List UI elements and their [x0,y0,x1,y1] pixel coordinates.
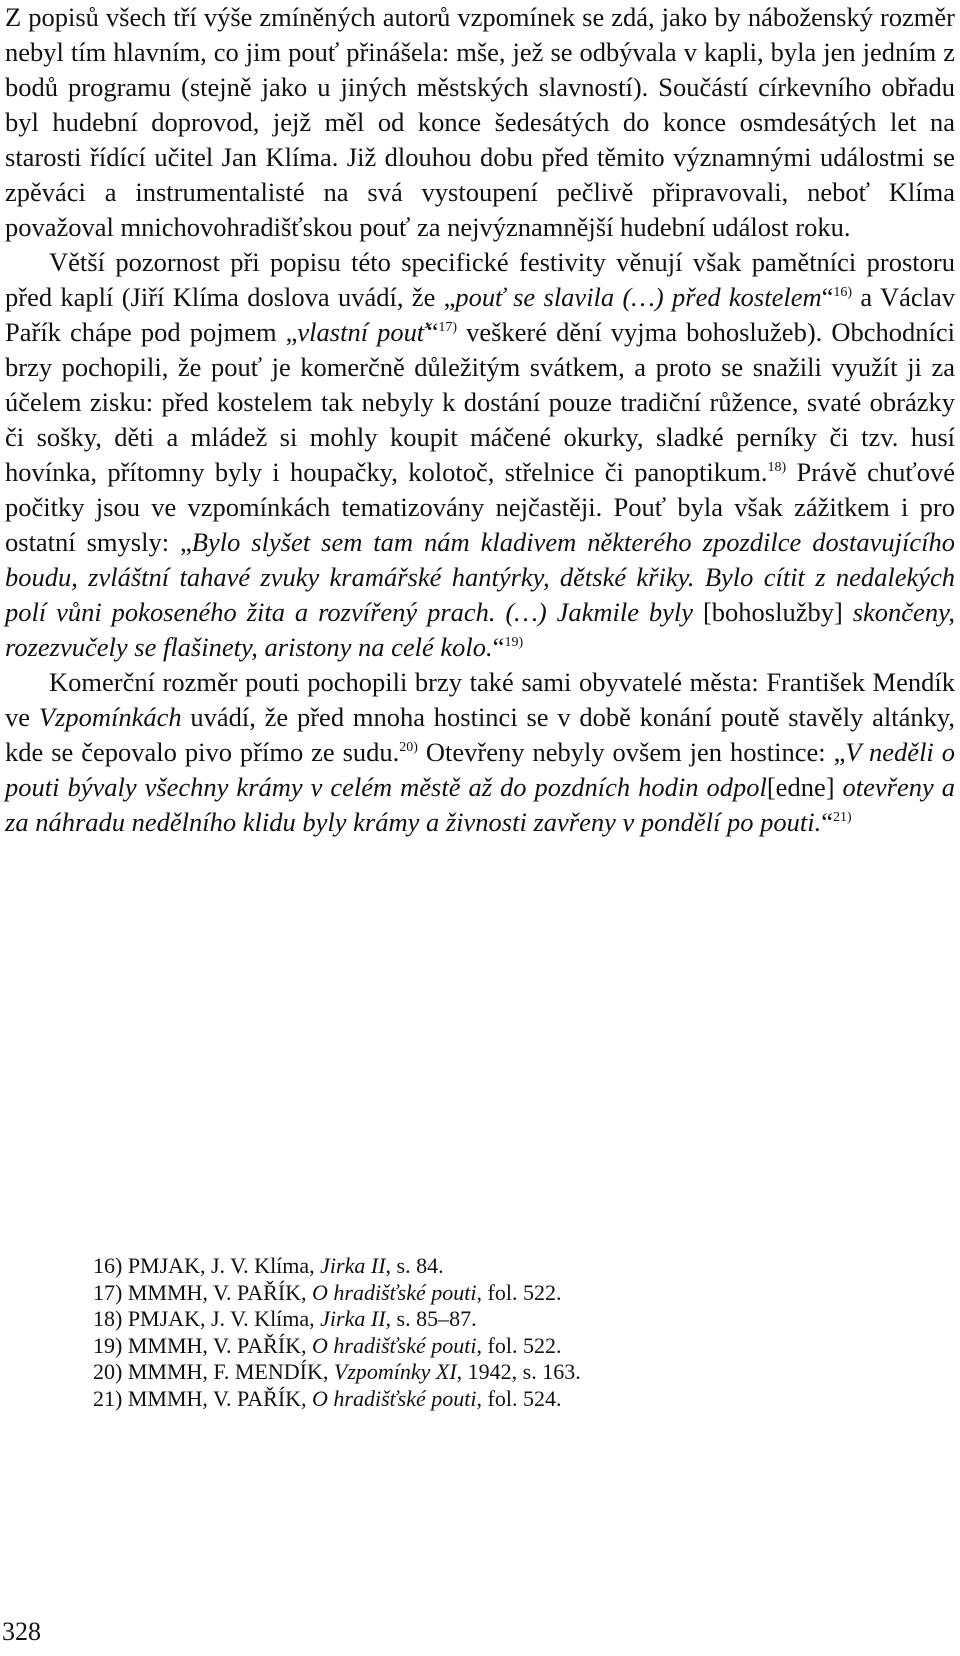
paragraph-text: [edne] [766,772,843,802]
paragraph-text: Větší pozornost při popisu této specifické festivity věnují však pamětníci prostoru před kaplí (Jiří Klíma doslova uvádí, že „ [5,247,955,312]
footnote-text: 19) MMMH, V. PAŘÍK, [93,1332,313,1358]
paragraph-italic: Vzpomínkách [38,702,182,732]
paragraph-text: veškeré dění vyjma bohoslužeb). Obchodníci brzy pochopili, že pouť je komerčně důležitým svátkem, a proto se snažili využít ji za účelem zisku: před kostelem tak nebyly k dostání pouze tradiční růžence, svaté obrázky či sošky, děti a mládež si mohly koupit máčené okurky, sladké perníky či tzv. husí hovínka, přítomny byly i houpačky, kolotoč, střelnice či panoptikum. [5,317,955,487]
paragraph-text: “ [492,632,505,662]
paragraph-2 [5,245,955,665]
footnote-ref: 19) [504,635,524,650]
paragraph-text: a Václav Pařík chápe pod pojmem „ [5,282,955,347]
footnote-text: 17) MMMH, V. PAŘÍK, [93,1279,313,1305]
footnote-item [93,1386,913,1413]
paragraph-text: “ [426,317,439,347]
footnote-italic: Jirka II [320,1306,386,1331]
footnote-ref: 21) [832,810,852,825]
footnote-item [93,1280,913,1307]
paragraph-text: [bohoslužby] [693,597,853,627]
footnote-ref: 18) [767,460,787,475]
footnote-italic: Vzpomínky XI [333,1359,457,1384]
footnote-italic: O hradišťské pouti [312,1332,477,1358]
paragraph-text: “ [821,807,833,837]
footnotes [93,1253,913,1412]
paragraph-italic: otevřeny a za náhradu nedělního klidu byly krámy a živnosti zavřeny v pondělí po pouti. [5,772,955,837]
footnote-italic: O hradišťské pouti [312,1279,477,1305]
footnote-item [93,1253,913,1280]
footnote-ref: 16) [833,285,853,300]
footnote-text: 16) PMJAK, J. V. Klíma, [93,1253,321,1278]
footnote-item [93,1333,913,1360]
body-text [5,0,955,840]
footnote-text: , s. 84. [385,1253,444,1278]
footnote-item [93,1306,913,1333]
paragraph-italic: vlastní pouť [297,317,427,347]
paragraph-italic: skončeny, rozezvučely se flašinety, aristony na celé kolo. [5,597,955,662]
paragraph-text: uvádí, že před mnoha hostinci se v době konání poutě stavěly altánky, kde se čepovalo pivo přímo ze sudu. [5,702,956,767]
paragraph-italic: V neděli o pouti bývaly všechny krámy v celém městě až do pozdních hodin odpol [5,737,955,802]
footnote-text: 21) MMMH, V. PAŘÍK, [93,1385,313,1411]
footnote-item [93,1359,913,1386]
footnote-text: , 1942, s. 163. [456,1359,581,1384]
footnote-italic: Jirka II [320,1253,386,1278]
footnote-text: , fol. 522. [476,1279,562,1305]
footnote-italic: O hradišťské pouti [312,1385,477,1411]
paragraph-text: Komerční rozměr pouti pochopili brzy také sami obyvatelé města: František Mendík ve [5,667,955,732]
paragraph-italic: pouť se slavila (…) před kostelem [455,282,822,312]
paragraph-italic: Bylo slyšet sem tam nám kladivem některého zpozdilce dostavujícího boudu, zvláštní tahavé zvuky kramářské hantýrky, dětské křiky. Bylo cítit z nedalekých polí vůni pokoseného žita a rozvířený prach. (…) Jakmile byly [5,527,955,627]
paragraph-3 [5,665,955,840]
footnote-ref: 17) [438,320,457,335]
footnote-ref: 20) [399,740,418,755]
footnote-text: , s. 85–87. [385,1306,477,1331]
page-number: 328 [2,1617,41,1646]
paragraph-text: Právě chuťové počitky jsou ve vzpomínkách tematizovány nejčastěji. Pouť byla však zážitkem i pro ostatní smysly: „ [5,457,955,557]
footnote-text: , fol. 522. [476,1332,562,1358]
footnote-text: , fol. 524. [476,1385,562,1411]
paragraph-text: Z popisů všech tří výše zmíněných autorů vzpomínek se zdá, jako by náboženský rozměr nebyl tím hlavním, co jim pouť přinášela: mše, jež se odbývala v kapli, byla jen jedním z bodů programu (stejně jako u jiných městských slavností). Součástí církevního obřadu byl hudební doprovod, jejž měl od konce šedesátých do konce osmdesátých let na starosti řídící učitel Jan Klíma. Již dlouhou dobu před těmito významnými událostmi se zpěváci a instrumentalisté na svá vystoupení pečlivě připravovali, neboť Klíma považoval mnichovohradišťskou pouť za nejvýznamnější hudební událost roku. [5,2,955,242]
footnote-text: 18) PMJAK, J. V. Klíma, [93,1306,321,1331]
footnote-text: 20) MMMH, F. MENDÍK, [93,1359,334,1384]
paragraph-text: Otevřeny nebyly ovšem jen hostince: „ [417,737,846,767]
paragraph-text: “ [821,282,834,312]
paragraph-1 [5,0,955,245]
